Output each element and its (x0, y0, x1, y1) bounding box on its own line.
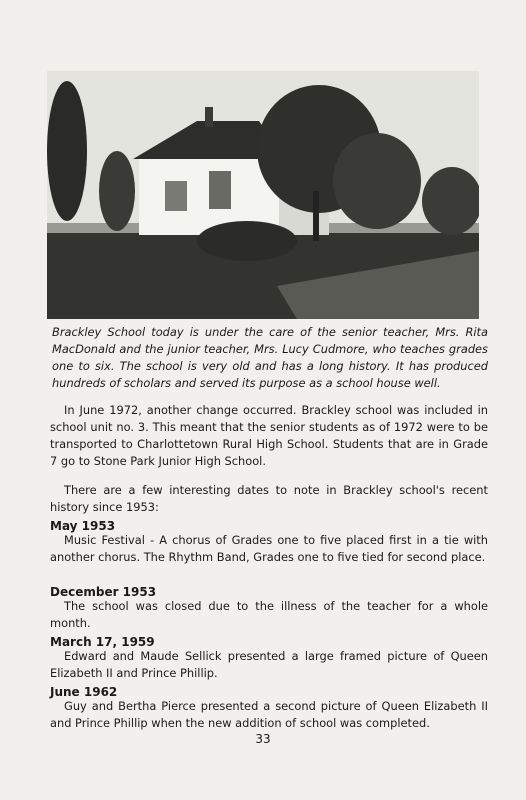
paragraph-2-text: There are a few interesting dates to note in Brackley school's recent history since 1953: (50, 483, 488, 514)
photo-caption: Brackley School today is under the care of the senior teacher, Mrs. Rita MacDonald and the junior teacher, Mrs. Lucy Cudmore, who teaches grades one to six. The school is very old and has a long history. It has produced hundreds of scholars and served its purpose as a school house well. (52, 325, 488, 390)
paragraph-1 (50, 402, 488, 470)
date-heading-june-1962: June 1962 (50, 685, 118, 699)
entry-may-1953-text: Music Festival - A chorus of Grades one to five placed first in a tie with another chorus. The Rhythm Band, Grades one to five tied for second place. (50, 533, 488, 564)
date-heading-may-1953: May 1953 (50, 519, 116, 533)
paragraph-1-text: In June 1972, another change occurred. Brackley school was included in school unit no. 3. This meant that the senior students as of 1972 were to be transported to Charlottetown Rural High School. Students that are in Grade 7 go to Stone Park Junior High School. (50, 403, 488, 468)
date-heading-march-17-1959: March 17, 1959 (50, 635, 155, 649)
school-photo (47, 71, 479, 319)
date-heading-december-1953: December 1953 (50, 585, 157, 599)
entry-march-17-1959-text: Edward and Maude Sellick presented a large framed picture of Queen Elizabeth II and Prince Phillip. (50, 649, 488, 680)
paragraph-2 (50, 482, 488, 516)
entry-december-1953 (50, 598, 488, 632)
entry-december-1953-text: The school was closed due to the illness of the teacher for a whole month. (50, 599, 488, 630)
page-number: 33 (255, 732, 271, 746)
entry-june-1962-text: Guy and Bertha Pierce presented a second picture of Queen Elizabeth II and Prince Phillip when the new addition of school was completed. (50, 699, 488, 730)
entry-june-1962 (50, 698, 488, 732)
entry-march-17-1959 (50, 648, 488, 682)
entry-may-1953 (50, 532, 488, 566)
